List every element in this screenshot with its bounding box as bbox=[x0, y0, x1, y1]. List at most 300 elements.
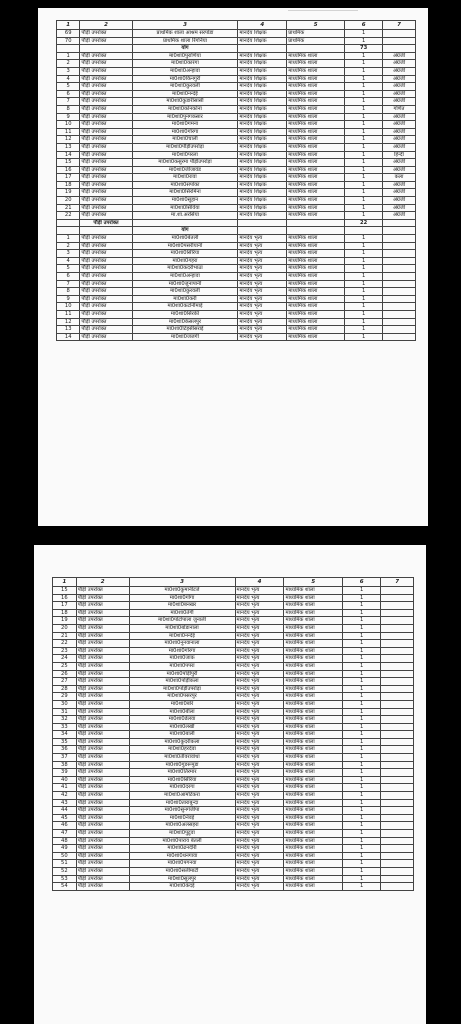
table-cell: मा0शा0सुनगंजीपा bbox=[129, 807, 235, 815]
table-cell bbox=[383, 326, 416, 334]
table-row bbox=[53, 776, 414, 784]
table-cell: मानदेय भृत्य bbox=[238, 303, 287, 311]
table-cell: मा0शा0सलीमाटी bbox=[129, 867, 235, 875]
table-cell: मा0शा0गुडरूमुडा bbox=[129, 761, 235, 769]
table-cell: मा0शा0कुमानीटर्ज bbox=[129, 587, 235, 595]
table-cell: मानदेय शिक्षक bbox=[238, 197, 287, 205]
table-row bbox=[53, 867, 414, 875]
table-cell: माध्यमिक शाला bbox=[284, 594, 343, 602]
table-cell: अंग्रेजी bbox=[383, 159, 416, 167]
table-cell: माध्यमिक शाला bbox=[287, 151, 345, 159]
table-cell: मानदेय भृत्य bbox=[235, 852, 284, 860]
table-cell: मा0शा0ताराबुन्दा bbox=[129, 799, 235, 807]
table-cell: 12 bbox=[57, 136, 80, 144]
table-row bbox=[53, 716, 414, 724]
table-cell: माध्यमिक शाला bbox=[284, 822, 343, 830]
table-row bbox=[57, 143, 416, 151]
table-cell: मा0शा0परला bbox=[132, 151, 238, 159]
table-cell: 12 bbox=[57, 318, 80, 326]
table-row bbox=[57, 60, 416, 68]
table-cell: 24 bbox=[53, 655, 77, 663]
table-cell: पौड़ी उपरोक्त bbox=[80, 136, 132, 144]
table-cell: माध्यमिक शाला bbox=[287, 333, 345, 341]
table-cell: माध्यमिक शाला bbox=[284, 731, 343, 739]
table-cell: मा0शा0बनखर bbox=[129, 602, 235, 610]
table-cell: मा0शा0अन्हावा bbox=[132, 67, 238, 75]
table-cell: पौड़ी उपरोक्त bbox=[80, 257, 132, 265]
table-cell bbox=[383, 280, 416, 288]
table-cell: मानदेय शिक्षक bbox=[238, 181, 287, 189]
table-cell: 1 bbox=[345, 235, 383, 243]
table-cell: पौड़ी उपरोक्त bbox=[76, 830, 129, 838]
table-row bbox=[53, 617, 414, 625]
table-cell: माध्यमिक शाला bbox=[287, 52, 345, 60]
table-cell: 1 bbox=[345, 121, 383, 129]
table-cell: 39 bbox=[53, 769, 77, 777]
table-cell: पौड़ी उपरोक्त bbox=[76, 670, 129, 678]
table-cell: 13 bbox=[57, 326, 80, 334]
table-cell: अंग्रेजी bbox=[383, 121, 416, 129]
table-cell: मानदेय भृत्य bbox=[235, 731, 284, 739]
table-row bbox=[53, 723, 414, 731]
table-cell: पौड़ी उपरोक्त bbox=[80, 105, 132, 113]
subtotal-cell bbox=[383, 45, 416, 53]
table-cell: मानदेय भृत्य bbox=[235, 655, 284, 663]
table-cell bbox=[381, 792, 414, 800]
table-row bbox=[57, 67, 416, 75]
table-row bbox=[57, 250, 416, 258]
table-cell bbox=[383, 235, 416, 243]
table-cell: 21 bbox=[53, 632, 77, 640]
table-cell: माध्यमिक शाला bbox=[284, 602, 343, 610]
table-cell: मानदेय भृत्य bbox=[235, 602, 284, 610]
table-row bbox=[53, 761, 414, 769]
table-row bbox=[53, 799, 414, 807]
table-cell bbox=[381, 617, 414, 625]
header-cell: 4 bbox=[238, 21, 287, 30]
subtotal-cell: योग bbox=[132, 227, 238, 235]
table-cell: 9 bbox=[57, 295, 80, 303]
header-cell: 1 bbox=[57, 21, 80, 30]
table-cell: मा0शा0सिरिया bbox=[129, 776, 235, 784]
table-cell: पौड़ी उपरोक्त bbox=[80, 189, 132, 197]
table-cell: माध्यमिक शाला bbox=[284, 761, 343, 769]
table-cell: 1 bbox=[343, 867, 381, 875]
table-cell: मानदेय भृत्य bbox=[238, 242, 287, 250]
table-cell: 1 bbox=[343, 617, 381, 625]
table-cell: मानदेय भृत्य bbox=[235, 624, 284, 632]
table-row bbox=[53, 837, 414, 845]
table-row bbox=[57, 98, 416, 106]
subtotal-cell: 22 bbox=[345, 219, 383, 227]
table-cell: 1 bbox=[345, 90, 383, 98]
table-cell: माध्यमिक शाला bbox=[284, 852, 343, 860]
table-cell: 8 bbox=[57, 288, 80, 296]
table-cell: पौड़ी उपरोक्त bbox=[76, 754, 129, 762]
table-cell: अंग्रेजी bbox=[383, 60, 416, 68]
table-cell: 1 bbox=[343, 852, 381, 860]
table-cell: पौड़ी उपरोक्त bbox=[80, 128, 132, 136]
table-cell: माध्यमिक शाला bbox=[284, 662, 343, 670]
table-cell: 15 bbox=[57, 159, 80, 167]
table-cell bbox=[381, 647, 414, 655]
header-cell: 3 bbox=[132, 21, 238, 30]
table-cell: माध्यमिक शाला bbox=[284, 723, 343, 731]
table-cell: पौड़ी उपरोक्त bbox=[76, 678, 129, 686]
table-cell: मानदेय शिक्षक bbox=[238, 52, 287, 60]
table-cell: 1 bbox=[343, 731, 381, 739]
table-cell: मानदेय भृत्य bbox=[235, 617, 284, 625]
table-cell: मा0शा0नेवई bbox=[129, 814, 235, 822]
table-cell: पौड़ी उपरोक्त bbox=[76, 807, 129, 815]
table-cell: माध्यमिक शाला bbox=[287, 136, 345, 144]
table-cell: 1 bbox=[345, 189, 383, 197]
table-cell: माध्यमिक शाला bbox=[287, 212, 345, 220]
table-cell: माध्यमिक शाला bbox=[284, 769, 343, 777]
table-cell: 46 bbox=[53, 822, 77, 830]
header-cell: 7 bbox=[381, 578, 414, 587]
table-cell: मानदेय भृत्य bbox=[235, 632, 284, 640]
table-cell: माध्यमिक शाला bbox=[287, 75, 345, 83]
table-cell bbox=[383, 37, 416, 45]
table-cell: माध्यमिक शाला bbox=[284, 670, 343, 678]
table-cell: माध्यमिक शाला bbox=[287, 273, 345, 281]
table-cell bbox=[383, 333, 416, 341]
table-cell: 1 bbox=[343, 746, 381, 754]
table-cell: 1 bbox=[345, 250, 383, 258]
table-cell: मानदेय शिक्षक bbox=[238, 98, 287, 106]
table-cell: मा0शा0कारंगा bbox=[132, 60, 238, 68]
table-row bbox=[57, 197, 416, 205]
subtotal-cell bbox=[238, 227, 287, 235]
table-cell: मानदेय शिक्षक bbox=[238, 212, 287, 220]
table-cell: पौड़ी उपरोक्त bbox=[76, 716, 129, 724]
subtotal-cell: पौड़ी उपरोक्त bbox=[80, 219, 132, 227]
table-cell: मानदेय शिक्षक bbox=[238, 37, 287, 45]
table-cell: मानदेय भृत्य bbox=[238, 235, 287, 243]
table-cell: 5 bbox=[57, 265, 80, 273]
subtotal-cell bbox=[238, 45, 287, 53]
table-cell: मानदेय भृत्य bbox=[235, 822, 284, 830]
table-cell: पौड़ी उपरोक्त bbox=[76, 845, 129, 853]
table-cell: अंग्रेजी bbox=[383, 204, 416, 212]
table-cell: माध्यमिक शाला bbox=[284, 693, 343, 701]
table-cell: 1 bbox=[343, 776, 381, 784]
header-cell: 2 bbox=[76, 578, 129, 587]
table-cell: मानदेय भृत्य bbox=[235, 867, 284, 875]
table-cell bbox=[381, 852, 414, 860]
table-cell: 1 bbox=[343, 860, 381, 868]
table-cell bbox=[381, 716, 414, 724]
table-cell bbox=[381, 738, 414, 746]
subtotal-cell bbox=[287, 219, 345, 227]
table-cell: मानदेय भृत्य bbox=[235, 662, 284, 670]
table-row bbox=[57, 37, 416, 45]
table-cell: मा0शा0जजगी bbox=[132, 333, 238, 341]
table-cell: पौड़ी उपरोक्त bbox=[80, 121, 132, 129]
table-cell: मानदेय भृत्य bbox=[235, 647, 284, 655]
table-cell: पौड़ी उपरोक्त bbox=[80, 242, 132, 250]
table-cell: माध्यमिक शाला bbox=[284, 867, 343, 875]
table-row bbox=[57, 75, 416, 83]
table-cell: पौड़ी उपरोक्त bbox=[76, 875, 129, 883]
table-row bbox=[57, 174, 416, 182]
table-cell: मानदेय शिक्षक bbox=[238, 159, 287, 167]
table-cell: मा0शा0पोड़ीपुरी bbox=[129, 670, 235, 678]
table-cell: 1 bbox=[343, 609, 381, 617]
table-cell bbox=[381, 875, 414, 883]
table-cell: 1 bbox=[345, 83, 383, 91]
table-cell: पौड़ी उपरोक्त bbox=[80, 326, 132, 334]
table-cell: माध्यमिक शाला bbox=[287, 235, 345, 243]
table-cell: 1 bbox=[345, 303, 383, 311]
table-row bbox=[53, 594, 414, 602]
table-cell: पौड़ी उपरोक्त bbox=[76, 799, 129, 807]
table-cell: मानदेय भृत्य bbox=[235, 875, 284, 883]
table-cell bbox=[383, 303, 416, 311]
table-cell: पौड़ी उपरोक्त bbox=[80, 273, 132, 281]
table-cell: मा0शा0गोगा bbox=[129, 594, 235, 602]
table-cell: मानदेय भृत्य bbox=[235, 716, 284, 724]
subtotal-cell: 73 bbox=[345, 45, 383, 53]
table-cell: 47 bbox=[53, 830, 77, 838]
table-cell: 20 bbox=[57, 197, 80, 205]
table-cell: मानदेय भृत्य bbox=[235, 845, 284, 853]
table-cell: मा0शा0सिरमिना bbox=[132, 189, 238, 197]
table-cell: 35 bbox=[53, 738, 77, 746]
table-cell: पौड़ी उपरोक्त bbox=[80, 333, 132, 341]
table-cell: मानदेय भृत्य bbox=[235, 693, 284, 701]
table-row bbox=[57, 303, 416, 311]
table-row bbox=[53, 678, 414, 686]
table-cell: मानदेय भृत्य bbox=[235, 883, 284, 891]
table-cell bbox=[381, 723, 414, 731]
subtotal-cell bbox=[238, 219, 287, 227]
table-row bbox=[53, 875, 414, 883]
table-cell: माध्यमिक शाला bbox=[287, 60, 345, 68]
table-cell: मानदेय भृत्य bbox=[238, 280, 287, 288]
table-cell: मानदेय भृत्य bbox=[235, 746, 284, 754]
table-cell: 14 bbox=[57, 333, 80, 341]
table-cell: मा0शा0अन्हावा bbox=[132, 273, 238, 281]
table-row bbox=[53, 822, 414, 830]
table-cell: मानदेय शिक्षक bbox=[238, 174, 287, 182]
table-cell: माध्यमिक शाला bbox=[284, 708, 343, 716]
table-cell: पौड़ी उपरोक्त bbox=[76, 617, 129, 625]
table-cell bbox=[381, 685, 414, 693]
table-cell bbox=[383, 242, 416, 250]
table-row bbox=[57, 128, 416, 136]
table-cell: मा0शा0गोरगा bbox=[132, 128, 238, 136]
table-cell: माध्यमिक शाला bbox=[284, 685, 343, 693]
table-cell: पौड़ी उपरोक्त bbox=[76, 587, 129, 595]
table-cell bbox=[381, 883, 414, 891]
table-cell: अंग्रेजी bbox=[383, 67, 416, 75]
table-row bbox=[53, 792, 414, 800]
table-cell: 32 bbox=[53, 716, 77, 724]
table-cell: 1 bbox=[343, 883, 381, 891]
table-cell: मानदेय भृत्य bbox=[238, 326, 287, 334]
table-cell: 1 bbox=[345, 181, 383, 189]
table-cell: पौड़ी उपरोक्त bbox=[76, 655, 129, 663]
table-cell: 1 bbox=[343, 799, 381, 807]
table-cell: पौड़ी उपरोक्त bbox=[76, 647, 129, 655]
table-cell: अंग्रेजी bbox=[383, 189, 416, 197]
table-cell bbox=[381, 754, 414, 762]
table-cell: मानदेय भृत्य bbox=[235, 769, 284, 777]
table-cell: 1 bbox=[345, 98, 383, 106]
table-cell: 16 bbox=[53, 594, 77, 602]
table-row bbox=[57, 30, 416, 38]
table-cell bbox=[381, 670, 414, 678]
table-cell: 1 bbox=[343, 761, 381, 769]
table-cell: 25 bbox=[53, 662, 77, 670]
table-cell bbox=[381, 640, 414, 648]
table-cell: माध्यमिक शाला bbox=[287, 90, 345, 98]
table-cell: 1 bbox=[345, 280, 383, 288]
table-cell: प्राथमिक शाला आश्रम सरपोडा bbox=[132, 30, 238, 38]
table-cell: माध्यमिक शाला bbox=[284, 647, 343, 655]
table-cell: मानदेय भृत्य bbox=[235, 678, 284, 686]
table-cell: 1 bbox=[343, 754, 381, 762]
subtotal-row bbox=[57, 227, 416, 235]
table-cell: 1 bbox=[343, 769, 381, 777]
table-row bbox=[53, 632, 414, 640]
table-cell: पौड़ी उपरोक्त bbox=[76, 867, 129, 875]
table-cell: मानदेय भृत्य bbox=[238, 265, 287, 273]
table-cell bbox=[383, 265, 416, 273]
table-cell: मा0शा0पसरीयानी bbox=[132, 242, 238, 250]
table-cell: अंग्रेजी bbox=[383, 128, 416, 136]
header-cell: 5 bbox=[284, 578, 343, 587]
table-cell: 37 bbox=[53, 754, 77, 762]
table-cell: मा0शा0सिरकी bbox=[132, 310, 238, 318]
table-cell bbox=[381, 587, 414, 595]
subtotal-cell: योग bbox=[132, 45, 238, 53]
table-cell bbox=[383, 295, 416, 303]
table-cell: 15 bbox=[53, 587, 77, 595]
table-cell: 1 bbox=[343, 602, 381, 610]
table-cell bbox=[381, 860, 414, 868]
table-cell: 1 bbox=[345, 197, 383, 205]
table-cell: मा0शा0गहरा bbox=[132, 257, 238, 265]
table-cell: 21 bbox=[57, 204, 80, 212]
table-cell: पौड़ी उपरोक्त bbox=[80, 181, 132, 189]
table-cell bbox=[381, 731, 414, 739]
table-cell: 1 bbox=[343, 587, 381, 595]
table-cell: माध्यमिक शाला bbox=[284, 807, 343, 815]
table-cell: मा0शा0कोनकोना bbox=[132, 105, 238, 113]
table-cell: अंग्रेजी bbox=[383, 197, 416, 205]
table-cell: मानदेय भृत्य bbox=[238, 273, 287, 281]
table-cell: माध्यमिक शाला bbox=[284, 700, 343, 708]
table-cell: 30 bbox=[53, 700, 77, 708]
table-cell: मा0शा0बाली bbox=[129, 731, 235, 739]
table-cell: 1 bbox=[343, 662, 381, 670]
table-cell: 38 bbox=[53, 761, 77, 769]
table-cell: मा0शा0ढनदीरी bbox=[129, 845, 235, 853]
table-cell: 6 bbox=[57, 273, 80, 281]
table-cell: मानदेय भृत्य bbox=[235, 738, 284, 746]
table-cell: माध्यमिक शाला bbox=[287, 288, 345, 296]
table-cell: मा0शा0करी bbox=[132, 295, 238, 303]
table-cell: 1 bbox=[343, 830, 381, 838]
table-row bbox=[57, 212, 416, 220]
table-cell: माध्यमिक शाला bbox=[287, 83, 345, 91]
table-cell: 3 bbox=[57, 67, 80, 75]
table-cell: 23 bbox=[53, 647, 77, 655]
table-cell: मानदेय भृत्य bbox=[235, 792, 284, 800]
table-cell: माध्यमिक शाला bbox=[284, 845, 343, 853]
staff-table-page-2 bbox=[52, 577, 414, 891]
table-cell: 10 bbox=[57, 121, 80, 129]
table-cell: मा0शा0केसलपुर bbox=[132, 318, 238, 326]
table-cell bbox=[383, 250, 416, 258]
table-cell: 1 bbox=[343, 708, 381, 716]
table-row bbox=[53, 655, 414, 663]
table-cell: 49 bbox=[53, 845, 77, 853]
table-cell: मानदेय शिक्षक bbox=[238, 90, 287, 98]
table-cell: माध्यमिक शाला bbox=[287, 143, 345, 151]
table-cell: माध्यमिक शाला bbox=[284, 883, 343, 891]
table-cell: मा0शा0कुरवली bbox=[132, 288, 238, 296]
table-cell: माध्यमिक शाला bbox=[284, 716, 343, 724]
header-cell: 4 bbox=[235, 578, 284, 587]
table-cell: माध्यमिक शाला bbox=[287, 174, 345, 182]
table-cell: अंग्रेजी bbox=[383, 75, 416, 83]
table-cell: 1 bbox=[343, 640, 381, 648]
table-cell: मा0शा0डेलवा bbox=[129, 716, 235, 724]
table-cell: मानदेय भृत्य bbox=[235, 830, 284, 838]
table-cell: 19 bbox=[57, 189, 80, 197]
table-cell bbox=[381, 822, 414, 830]
table-cell: मा0शा0नुनवानाला bbox=[129, 640, 235, 648]
table-cell: पौड़ी उपरोक्त bbox=[76, 776, 129, 784]
table-cell: पौड़ी उपरोक्त bbox=[76, 738, 129, 746]
table-cell: मा0शा0कुरवली bbox=[132, 83, 238, 91]
table-cell: पौड़ी उपरोक्त bbox=[80, 197, 132, 205]
table-cell: पौड़ी उपरोक्त bbox=[76, 769, 129, 777]
table-row bbox=[53, 602, 414, 610]
table-cell: 45 bbox=[53, 814, 77, 822]
table-cell: 1 bbox=[345, 174, 383, 182]
table-cell: 7 bbox=[57, 98, 80, 106]
table-cell bbox=[381, 602, 414, 610]
table-cell: मानदेय भृत्य bbox=[238, 250, 287, 258]
table-cell: माध्यमिक शाला bbox=[284, 776, 343, 784]
table-cell: माध्यमिक शाला bbox=[284, 624, 343, 632]
header-row bbox=[53, 578, 414, 587]
table-cell: मा0शा0तिरमार bbox=[129, 769, 235, 777]
table-cell: गणित bbox=[383, 105, 416, 113]
table-cell: पौड़ी उपरोक्त bbox=[76, 602, 129, 610]
table-cell: 1 bbox=[57, 235, 80, 243]
table-cell: 1 bbox=[345, 37, 383, 45]
table-row bbox=[53, 647, 414, 655]
table-cell: माध्यमिक शाला bbox=[287, 128, 345, 136]
header-row bbox=[57, 21, 416, 30]
table-cell: मा0शा0जाक bbox=[129, 655, 235, 663]
table-cell: अंग्रेजी bbox=[383, 136, 416, 144]
table-cell: 1 bbox=[57, 52, 80, 60]
header-cell: 7 bbox=[383, 21, 416, 30]
table-cell: मानदेय भृत्य bbox=[235, 723, 284, 731]
table-cell: अंग्रेजी bbox=[383, 212, 416, 220]
table-cell: 1 bbox=[343, 784, 381, 792]
table-cell: मानदेय भृत्य bbox=[235, 784, 284, 792]
table-cell: पौड़ी उपरोक्त bbox=[76, 784, 129, 792]
table-row bbox=[53, 830, 414, 838]
